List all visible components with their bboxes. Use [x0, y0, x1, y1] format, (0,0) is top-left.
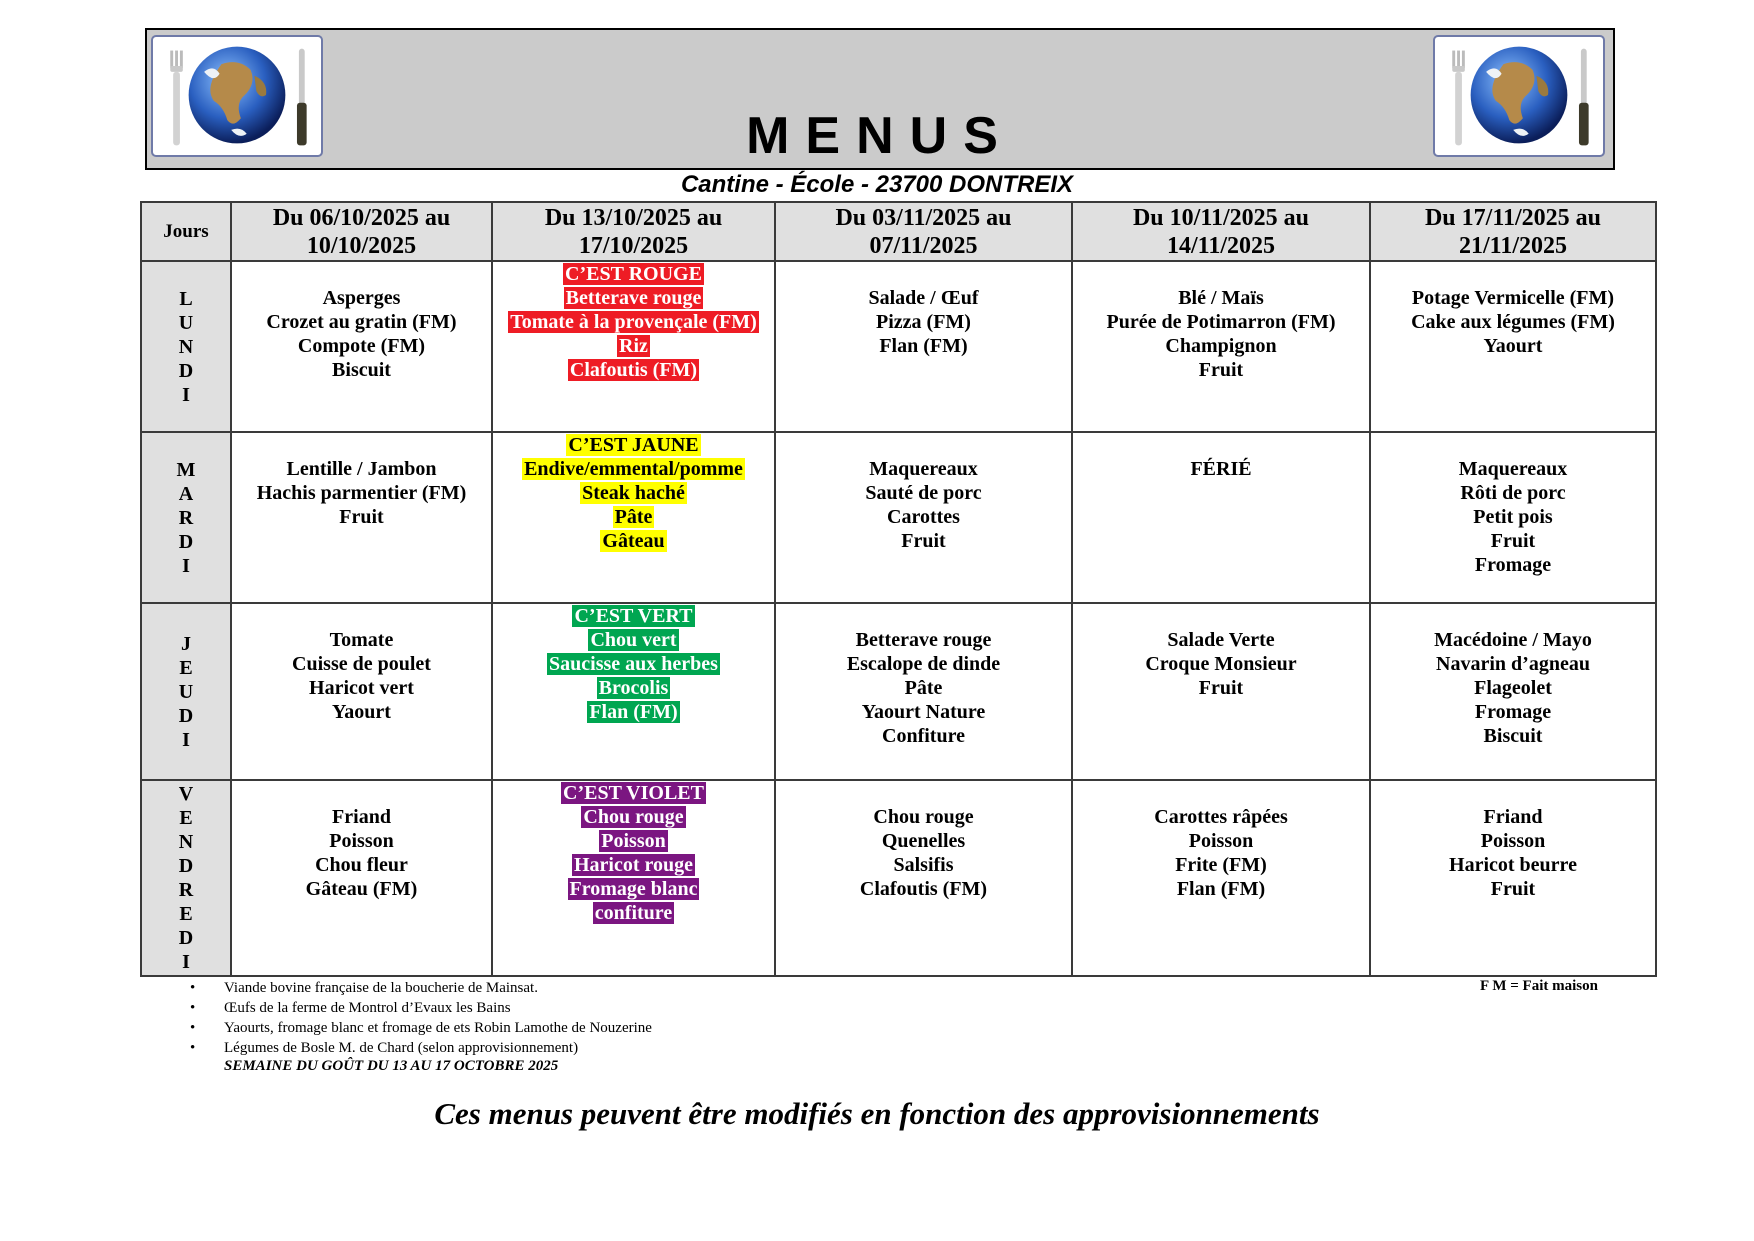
day-letter: I [182, 554, 190, 577]
day-letter: L [179, 287, 193, 310]
menu-cell-jeudi-w1 [231, 603, 492, 780]
holiday-label: FÉRIÉ [1190, 458, 1252, 480]
menu-item-text: Poisson [601, 830, 666, 852]
menu-item-text: Clafoutis (FM) [569, 359, 698, 381]
day-letter: R [178, 506, 194, 529]
menu-item: Haricot vert [309, 677, 414, 699]
menu-item: Macédoine / Mayo [1434, 629, 1592, 651]
week-header-3 [775, 202, 1072, 261]
menu-item: Fruit [1490, 530, 1536, 552]
menu-item: Potage Vermicelle (FM) [1411, 287, 1615, 309]
week-header-1 [231, 202, 492, 261]
menu-item: Cake aux légumes (FM) [1411, 311, 1615, 333]
menu-cell-jeudi-w2 [492, 603, 775, 780]
day-letter: I [182, 728, 190, 751]
note-item [190, 1038, 1190, 1058]
menu-cell-mardi-w1 [231, 432, 492, 603]
menu-item-text: Haricot rouge [573, 854, 694, 876]
menu-item: Tomate [329, 629, 394, 651]
menu-item: Fruit [901, 530, 946, 552]
day-letter: E [179, 807, 193, 829]
menu-cell-mardi-w2 [492, 432, 775, 603]
menu-item: Haricot beurre [1449, 854, 1577, 876]
row-vendredi [141, 780, 1656, 976]
row-lundi [141, 261, 1656, 432]
day-letter: A [178, 482, 194, 505]
day-letter: D [178, 927, 194, 949]
week-header-line: 14/11/2025 [1166, 232, 1275, 259]
menu-cell-vendredi-w3 [775, 780, 1072, 976]
menu-item: Blé / Maïs [1178, 287, 1264, 309]
day-letter: N [178, 335, 194, 358]
note-text: Légumes de Bosle M. de Chard (selon approvisionnement) [224, 1040, 579, 1056]
menu-item: Fruit [339, 506, 384, 528]
day-letter: D [178, 855, 194, 877]
menu-item: Friand [332, 806, 391, 828]
menu-cell-lundi-w5 [1370, 261, 1656, 432]
day-letter: V [178, 783, 194, 805]
bullet-icon: • [190, 980, 196, 996]
menu-item: Salsifis [893, 854, 954, 876]
week-header-line: Du 13/10/2025 au [544, 204, 723, 231]
menu-item: Yaourt [332, 701, 391, 723]
menu-item: Confiture [882, 725, 965, 747]
menu-item: Navarin d’agneau [1436, 653, 1590, 675]
menu-item: Poisson [1480, 830, 1546, 852]
week-header-line: 21/11/2025 [1458, 232, 1567, 259]
day-letter: R [178, 879, 194, 901]
menu-item-text: Endive/emmental/pomme [524, 458, 743, 480]
menu-item: Crozet au gratin (FM) [266, 311, 457, 333]
menu-item: Fromage [1474, 701, 1552, 723]
jours-header: Jours [141, 202, 231, 261]
menu-item: Chou rouge [873, 806, 974, 828]
logo-globe-right [1433, 35, 1605, 157]
menu-item: Maquereaux [869, 458, 978, 480]
menu-item: Frite (FM) [1175, 854, 1267, 876]
menu-item: Carottes râpées [1154, 806, 1288, 828]
week-header-line: 10/10/2025 [306, 232, 417, 259]
day-letter: I [182, 951, 190, 973]
menu-item-text: Fromage blanc [569, 878, 698, 900]
menu-cell-mardi-w3 [775, 432, 1072, 603]
week-header-line: Du 03/11/2025 au [835, 204, 1012, 231]
menu-item: Quenelles [881, 830, 966, 852]
bullet-icon: • [190, 1000, 196, 1016]
theme-title [493, 433, 774, 457]
menu-item-text: Riz [619, 335, 648, 357]
menu-item: Fromage [1474, 554, 1552, 576]
menu-item: Fruit [1198, 359, 1244, 381]
menu-item-text: Betterave rouge [565, 287, 702, 309]
day-letter: U [178, 680, 194, 703]
menu-item [493, 505, 774, 529]
menu-item [493, 877, 774, 901]
menu-item: Flan (FM) [879, 335, 968, 357]
taste-week-note: SEMAINE DU GOÛT DU 13 AU 17 OCTOBRE 2025 [224, 1058, 559, 1074]
menu-item: Croque Monsieur [1145, 653, 1297, 675]
day-label-jeudi [141, 603, 231, 780]
menu-item [493, 700, 774, 724]
day-letter: E [179, 903, 193, 925]
menu-item: Biscuit [332, 359, 391, 381]
day-letter: D [178, 704, 194, 727]
menu-item [493, 529, 774, 553]
menu-cell-jeudi-w3 [775, 603, 1072, 780]
menu-item [493, 286, 774, 310]
menu-item: Sauté de porc [865, 482, 982, 504]
menu-cell-jeudi-w4 [1072, 603, 1370, 780]
menu-cell-mardi-w5 [1370, 432, 1656, 603]
day-label-lundi [141, 261, 231, 432]
day-letter: D [178, 359, 194, 382]
menu-item: Compote (FM) [297, 335, 426, 357]
menu-item-text: Gâteau [602, 530, 665, 552]
week-header-line: Du 10/11/2025 au [1132, 204, 1310, 231]
menu-cell-mardi-w4 [1072, 432, 1370, 603]
theme-title [493, 262, 774, 286]
menu-item [493, 676, 774, 700]
menu-item: Poisson [1188, 830, 1254, 852]
menu-item [493, 853, 774, 877]
day-label-vendredi [141, 780, 231, 976]
day-label-mardi [141, 432, 231, 603]
menu-item: Flan (FM) [1176, 878, 1266, 900]
menu-item [493, 457, 774, 481]
menu-item [493, 829, 774, 853]
menu-cell-lundi-w4 [1072, 261, 1370, 432]
menu-cell-vendredi-w4 [1072, 780, 1370, 976]
note-item [190, 978, 1190, 998]
theme-title-text: C’EST ROUGE [565, 263, 702, 285]
bullet-icon: • [190, 1020, 196, 1036]
menu-cell-vendredi-w1 [231, 780, 492, 976]
row-jeudi [141, 603, 1656, 780]
menu-item-text: Steak haché [582, 482, 685, 504]
menu-item: Purée de Potimarron (FM) [1106, 311, 1336, 333]
menu-item: Cuisse de poulet [292, 653, 431, 675]
menu-item: Lentille / Jambon [286, 458, 437, 480]
note-item [190, 998, 1190, 1018]
day-letter: I [182, 383, 190, 406]
theme-title-text: C’EST VERT [574, 605, 693, 627]
week-header-line: Du 06/10/2025 au [272, 204, 451, 231]
fm-legend: F M = Fait maison [1480, 978, 1598, 994]
menu-cell-lundi-w3 [775, 261, 1072, 432]
menu-item [493, 358, 774, 382]
menu-item: Escalope de dinde [846, 653, 1001, 675]
menu-item-text: Chou rouge [583, 806, 684, 828]
day-letter: E [179, 656, 193, 679]
week-header-row [141, 202, 1656, 261]
menu-item: Yaourt Nature [861, 701, 986, 723]
note-text: Œufs de la ferme de Montrol d’Evaux les Bains [224, 1000, 511, 1016]
week-header-4 [1072, 202, 1370, 261]
disclaimer-footer: Ces menus peuvent être modifiés en fonction des approvisionnements [434, 1096, 1320, 1131]
menu-cell-lundi-w2 [492, 261, 775, 432]
note-item [190, 1018, 1190, 1038]
menu-item: Gâteau (FM) [305, 878, 418, 900]
theme-title [493, 604, 774, 628]
menu-item: Clafoutis (FM) [859, 878, 988, 900]
page-title: MENUS [746, 107, 1014, 165]
menu-item: Salade Verte [1167, 629, 1275, 651]
menu-item [493, 334, 774, 358]
menu-item: Yaourt [1483, 335, 1543, 357]
menu-item [493, 481, 774, 505]
menu-item [493, 901, 774, 925]
menu-cell-lundi-w1 [231, 261, 492, 432]
menu-table [140, 201, 1657, 977]
day-letter: D [178, 530, 194, 553]
menu-item-text: Chou vert [590, 629, 677, 651]
day-letter: U [178, 311, 194, 334]
menu-item: Flageolet [1474, 677, 1552, 699]
menu-item [493, 628, 774, 652]
menu-item: Friand [1483, 806, 1543, 828]
day-letter: J [181, 632, 191, 655]
menu-item: Rôti de porc [1460, 482, 1566, 504]
menu-cell-jeudi-w5 [1370, 603, 1656, 780]
week-header-line: 17/10/2025 [578, 232, 689, 259]
globe-cutlery-icon [1435, 37, 1603, 155]
menu-item: Petit pois [1473, 506, 1553, 528]
menu-item: Carottes [887, 506, 960, 528]
menu-item [493, 310, 774, 334]
menu-item: Chou fleur [315, 854, 408, 876]
menu-cell-vendredi-w5 [1370, 780, 1656, 976]
menu-item-text: Flan (FM) [589, 701, 678, 723]
menu-item: Salade / Œuf [868, 287, 979, 309]
week-header-5 [1370, 202, 1656, 261]
theme-title [493, 781, 774, 805]
menu-item: Biscuit [1483, 725, 1543, 747]
bullet-icon: • [190, 1040, 196, 1056]
menu-item-text: confiture [594, 902, 673, 924]
row-mardi [141, 432, 1656, 603]
menu-item-text: Pâte [614, 506, 653, 528]
source-notes [190, 978, 1190, 1058]
week-header-2 [492, 202, 775, 261]
theme-title-text: C’EST VIOLET [563, 782, 704, 804]
day-letter: M [176, 458, 196, 481]
menu-item: Pâte [904, 677, 943, 699]
theme-title-text: C’EST JAUNE [568, 434, 699, 456]
menu-item-text: Brocolis [598, 677, 669, 699]
day-letter: N [178, 831, 194, 853]
menu-item-text: Tomate à la provençale (FM) [510, 311, 757, 333]
note-text: Yaourts, fromage blanc et fromage de ets Robin Lamothe de Nouzerine [224, 1020, 652, 1036]
menu-item: Poisson [329, 830, 394, 852]
note-text: Viande bovine française de la boucherie de Mainsat. [224, 980, 538, 996]
menu-item [493, 805, 774, 829]
menu-item [493, 652, 774, 676]
week-header-line: Du 17/11/2025 au [1424, 204, 1602, 231]
menu-item: Fruit [1490, 878, 1536, 900]
menu-item: Fruit [1198, 677, 1244, 699]
week-header-line: 07/11/2025 [869, 232, 978, 259]
school-subtitle: Cantine - École - 23700 DONTREIX [680, 171, 1074, 198]
menu-item: Asperges [322, 287, 401, 309]
menu-item: Betterave rouge [855, 629, 992, 651]
menu-item: Pizza (FM) [876, 311, 971, 333]
menu-item: Hachis parmentier (FM) [256, 482, 467, 504]
menu-item: Maquereaux [1458, 458, 1568, 480]
menu-cell-vendredi-w2 [492, 780, 775, 976]
menu-item: Champignon [1165, 335, 1277, 357]
header-banner [145, 28, 1615, 170]
menu-item-text: Saucisse aux herbes [549, 653, 718, 675]
